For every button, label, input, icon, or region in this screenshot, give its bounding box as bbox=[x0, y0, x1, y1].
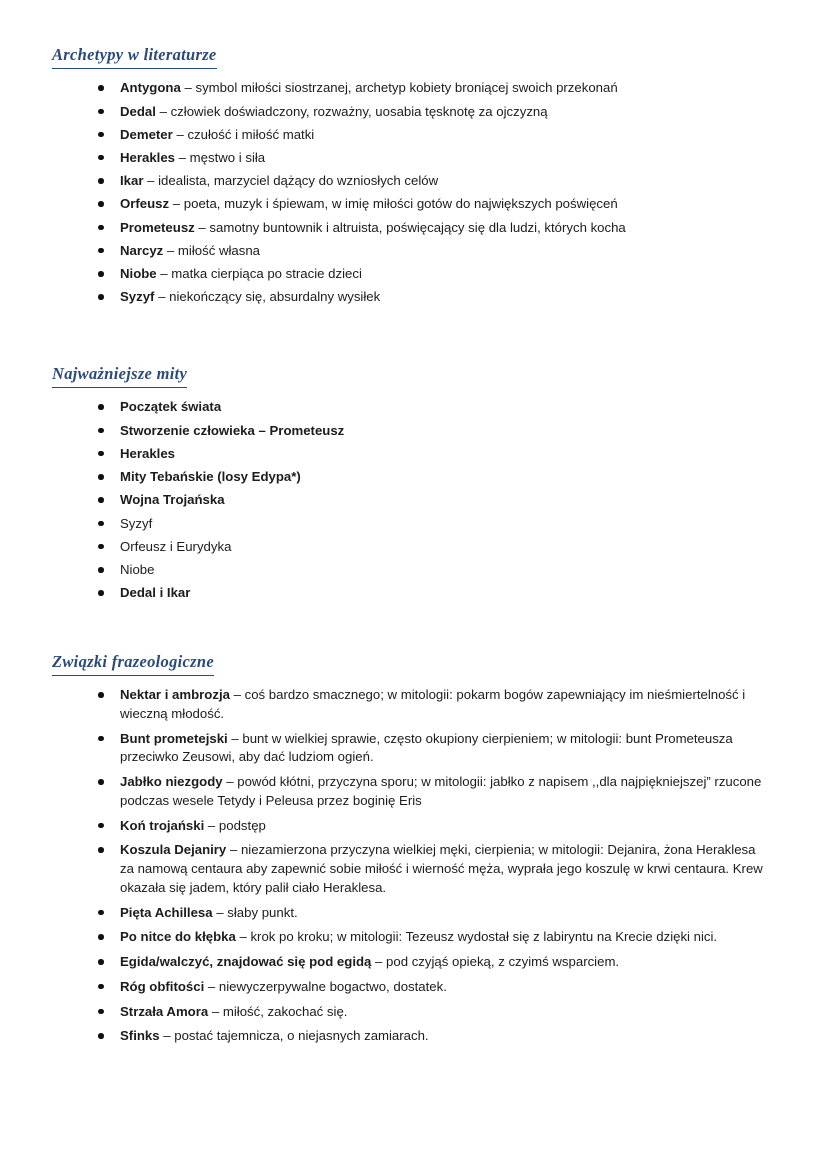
list-item-term: Ikar bbox=[120, 173, 144, 189]
mity-list bbox=[52, 398, 772, 603]
list-item-term: Bunt prometejski bbox=[120, 730, 228, 746]
list-item-term: Niobe bbox=[120, 266, 157, 282]
list-item-term: Pięta Achillesa bbox=[120, 904, 213, 920]
list-item bbox=[98, 584, 772, 603]
list-item-term: Herakles bbox=[120, 149, 175, 165]
list-item-term: Wojna Trojańska bbox=[120, 492, 225, 508]
list-item-text: – samotny buntownik i altruista, poświęcający się dla ludzi, których kocha bbox=[194, 219, 626, 235]
list-item-term: Jabłko niezgody bbox=[120, 774, 223, 790]
list-item-text: – poeta, muzyk i śpiewam, w imię miłości gotów do największych poświęceń bbox=[169, 196, 618, 212]
list-item-term: Dedal i Ikar bbox=[120, 585, 191, 601]
list-item bbox=[98, 561, 772, 580]
section-frazeologizmy bbox=[52, 651, 772, 1046]
section-spacer bbox=[52, 629, 772, 651]
list-item-text: – idealista, marzyciel dążący do wzniosłych celów bbox=[143, 173, 439, 189]
list-item-term: Orfeusz i Eurydyka bbox=[120, 538, 232, 554]
list-item-term: Egida/walczyć, znajdować się pod egidą bbox=[120, 954, 372, 970]
list-item-term: Herakles bbox=[120, 445, 175, 461]
list-item bbox=[98, 445, 772, 464]
list-item-text: – postać tajemnicza, o niejasnych zamiarach. bbox=[159, 1028, 429, 1044]
list-item-text: – czułość i miłość matki bbox=[172, 126, 315, 142]
section-heading-mity: Najważniejsze mity bbox=[52, 363, 187, 388]
list-item bbox=[98, 288, 772, 307]
list-item bbox=[98, 126, 772, 145]
list-item bbox=[98, 195, 772, 214]
list-item bbox=[98, 468, 772, 487]
list-item bbox=[98, 103, 772, 122]
list-item-text: – podstęp bbox=[204, 817, 266, 833]
list-item-term: Stworzenie człowieka – Prometeusz bbox=[120, 422, 345, 438]
list-item bbox=[98, 817, 772, 836]
list-item bbox=[98, 773, 772, 810]
list-item-term: Koń trojański bbox=[120, 817, 205, 833]
list-item-term: Początek świata bbox=[120, 399, 222, 415]
list-item-text: – symbol miłości siostrzanej, archetyp kobiety broniącej swoich przekonań bbox=[180, 80, 618, 96]
list-item bbox=[98, 841, 772, 897]
list-item-term: Nektar i ambrozja bbox=[120, 687, 230, 703]
list-item-text: – słaby punkt. bbox=[212, 904, 298, 920]
list-item-term: Sfinks bbox=[120, 1028, 160, 1044]
list-item-term: Narcyz bbox=[120, 242, 164, 258]
list-item bbox=[98, 491, 772, 510]
frazeologizmy-list bbox=[52, 686, 772, 1046]
list-item-term: Po nitce do kłębka bbox=[120, 929, 236, 945]
list-item bbox=[98, 172, 772, 191]
list-item-term: Dedal bbox=[120, 103, 156, 119]
list-item-term: Niobe bbox=[120, 562, 155, 578]
list-item bbox=[98, 219, 772, 238]
archetypy-list bbox=[52, 79, 772, 307]
list-item-term: Syzyf bbox=[120, 289, 155, 305]
list-item-text: – człowiek doświadczony, rozważny, uosabia tęsknotę za ojczyzną bbox=[155, 103, 548, 119]
list-item bbox=[98, 1003, 772, 1022]
list-item-text: – pod czyjąś opieką, z czyimś wsparciem. bbox=[371, 954, 620, 970]
list-item-term: Syzyf bbox=[120, 515, 153, 531]
list-item-term: Demeter bbox=[120, 126, 173, 142]
list-item bbox=[98, 686, 772, 723]
list-item-term: Strzała Amora bbox=[120, 1003, 209, 1019]
list-item-term: Mity Tebańskie (losy Edypa*) bbox=[120, 469, 301, 485]
section-heading-archetypy: Archetypy w literaturze bbox=[52, 44, 217, 69]
list-item bbox=[98, 953, 772, 972]
section-mity bbox=[52, 363, 772, 603]
list-item bbox=[98, 398, 772, 417]
list-item-text: – miłość, zakochać się. bbox=[208, 1003, 348, 1019]
list-item-term: Orfeusz bbox=[120, 196, 170, 212]
list-item bbox=[98, 730, 772, 767]
section-spacer bbox=[52, 333, 772, 363]
list-item-text: – niezamierzona przyczyna wielkiej męki, cierpienia; w mitologii: Dejanira, żona Heraklesa za namową centaura aby zapewnić sobie miłość i wierność męża, wyprała jego koszulę w krwi centaura. Krew okazała się jadem, który palił ciało Heraklesa. bbox=[120, 842, 763, 895]
list-item-term: Koszula Dejaniry bbox=[120, 842, 227, 858]
list-item-term: Prometeusz bbox=[120, 219, 195, 235]
list-item-text: – niekończący się, absurdalny wysiłek bbox=[154, 289, 381, 305]
list-item-text: – niewyczerpywalne bogactwo, dostatek. bbox=[204, 978, 447, 994]
section-heading-frazeologizmy: Związki frazeologiczne bbox=[52, 651, 214, 676]
list-item bbox=[98, 978, 772, 997]
list-item-text: – matka cierpiąca po stracie dzieci bbox=[156, 266, 362, 282]
list-item-term: Róg obfitości bbox=[120, 978, 205, 994]
list-item-term: Antygona bbox=[120, 80, 181, 96]
list-item-text: – krok po kroku; w mitologii: Tezeusz wydostał się z labiryntu na Krecie dzięki nici. bbox=[235, 929, 718, 945]
list-item-text: – miłość własna bbox=[163, 242, 261, 258]
section-archetypy bbox=[52, 44, 772, 307]
list-item-text: – męstwo i siła bbox=[175, 149, 266, 165]
list-item bbox=[98, 149, 772, 168]
list-item bbox=[98, 928, 772, 947]
list-item bbox=[98, 538, 772, 557]
list-item bbox=[98, 242, 772, 261]
list-item bbox=[98, 422, 772, 441]
list-item bbox=[98, 515, 772, 534]
list-item-text: – coś bardzo smacznego; w mitologii: pokarm bogów zapewniający im nieśmiertelność i wieczną młodość. bbox=[120, 687, 746, 721]
list-item bbox=[98, 265, 772, 284]
list-item-text: – bunt w wielkiej sprawie, często okupiony cierpieniem; w mitologii: bunt Prometeusza przeciwko Zeusowi, aby dać ludziom ogień. bbox=[120, 730, 733, 765]
list-item bbox=[98, 79, 772, 98]
list-item bbox=[98, 1027, 772, 1046]
list-item bbox=[98, 904, 772, 923]
list-item-text: – powód kłótni, przyczyna sporu; w mitologii: jabłko z napisem ,,dla najpiękniejszej” rzucone podczas wesele Tetydy i Peleusa przez boginię Eris bbox=[120, 774, 762, 808]
